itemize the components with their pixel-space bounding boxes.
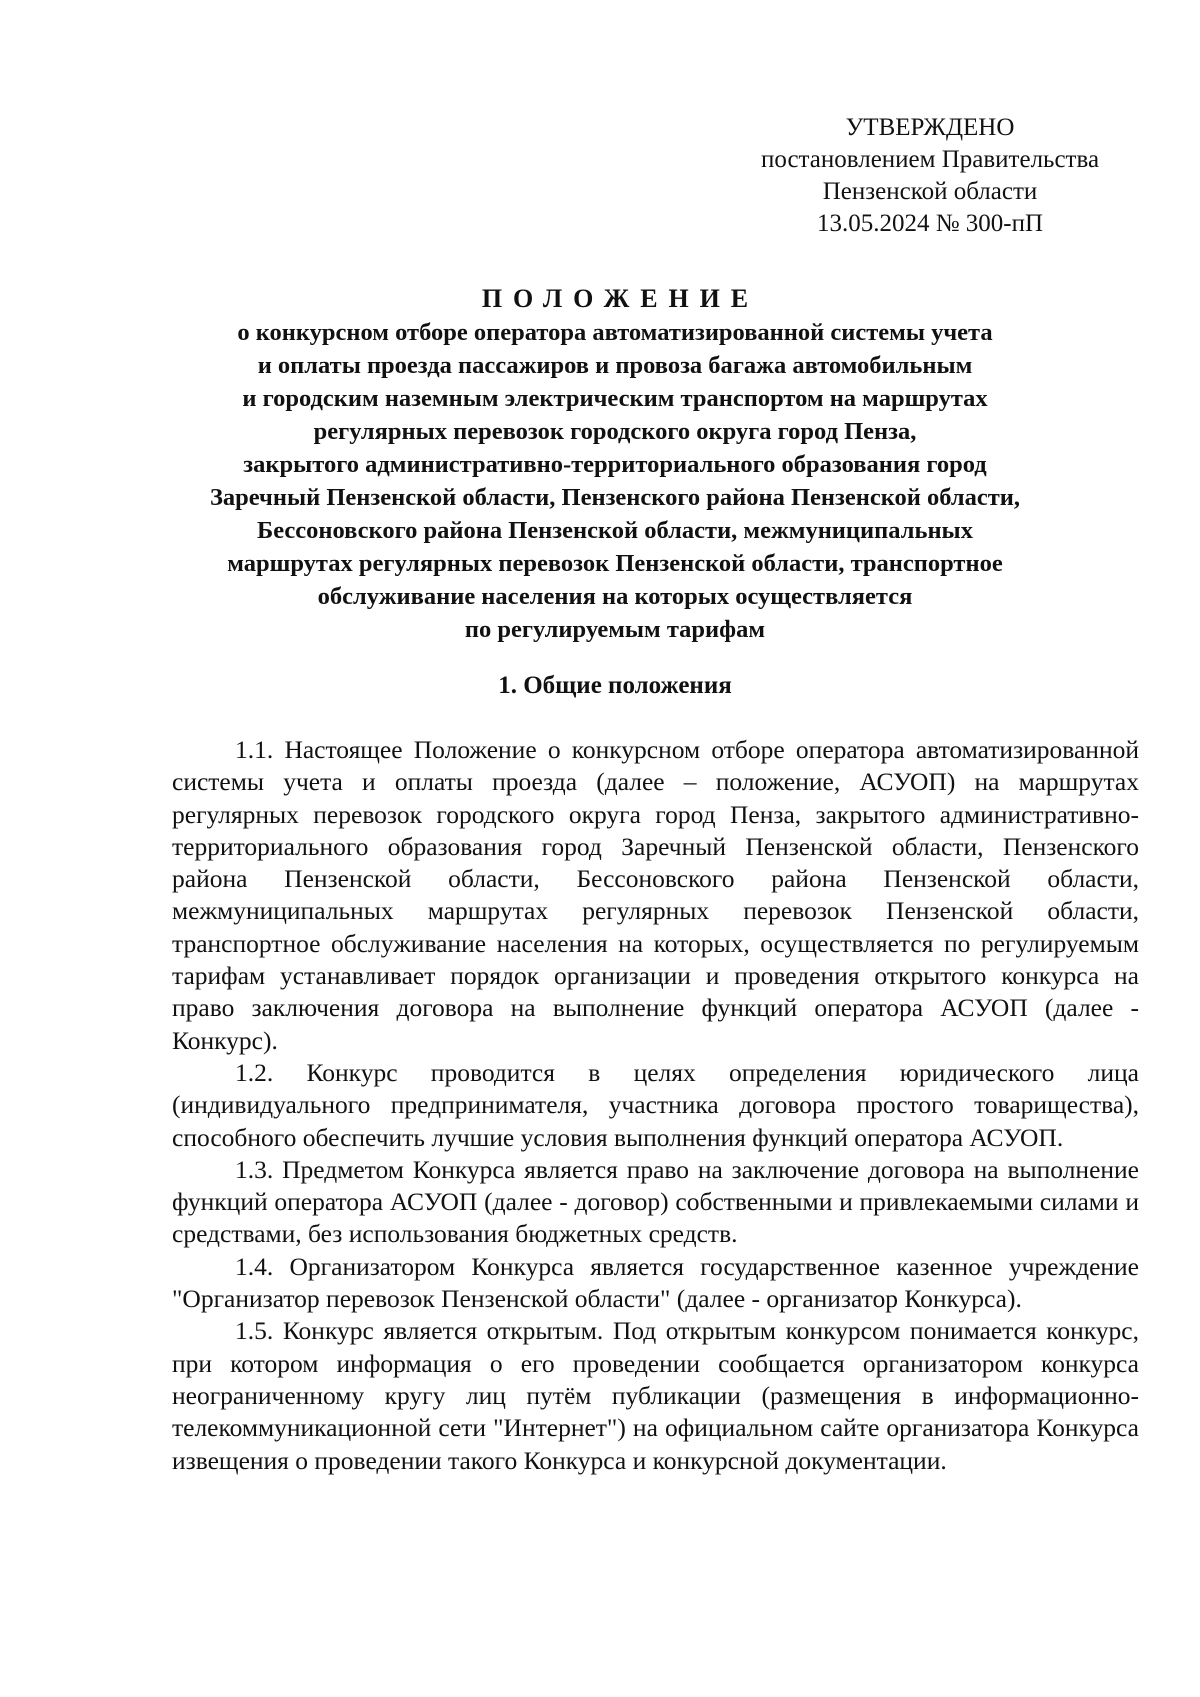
- approval-resolution: постановлением Правительства: [760, 146, 1100, 173]
- section-body: [172, 734, 1139, 1477]
- clause-1-3: 1.3. Предметом Конкурса является право на заключение договора на выполнение функций оператора АСУОП (далее - договор) собственными и привлекаемыми силами и средствами, без использования бюджетных средств.: [172, 1154, 1139, 1249]
- title-line: маршрутах регулярных перевозок Пензенской области, транспортное: [227, 550, 1003, 577]
- title-line: Бессоновского района Пензенской области, межмуниципальных: [257, 517, 973, 544]
- title-heading: ПОЛОЖЕНИЕ: [481, 284, 760, 313]
- clause-1-2: 1.2. Конкурс проводится в целях определения юридического лица (индивидуального предпринимателя, участника договора простого товарищества), способного обеспечить лучшие условия выполнения функций оператора АСУОП.: [172, 1057, 1139, 1152]
- approval-authority: Пензенской области: [822, 178, 1038, 205]
- title-line: Заречный Пензенской области, Пензенского района Пензенской области,: [209, 484, 1021, 511]
- title-line: и оплаты проезда пассажиров и провоза багажа автомобильным: [257, 352, 973, 379]
- title-line: и городским наземным электрическим транспортом на маршрутах: [242, 385, 988, 412]
- title-line: обслуживание населения на которых осуществляется: [317, 583, 913, 610]
- title-line: по регулируемым тарифам: [464, 616, 766, 643]
- approval-stamp: [735, 112, 1125, 240]
- clause-1-1: 1.1. Настоящее Положение о конкурсном отборе оператора автоматизированной системы учета и оплаты проезда (далее – положение, АСУОП) на маршрутах регулярных перевозок городского округа город Пенза, закрытого административно-территориального образования город Заречный Пензенской области, Пензенского района Пензенской области, Бессоновского района Пензенской области, межмуниципальных маршрутах регулярных перевозок Пензенской области, транспортное обслуживание населения на которых, осуществляется по регулируемым тарифам устанавливает порядок организации и проведения открытого конкурса на право заключения договора на выполнение функций оператора АСУОП (далее - Конкурс).: [172, 735, 1139, 1055]
- clause-1-4: 1.4. Организатором Конкурса является государственное казенное учреждение "Организатор перевозок Пензенской области" (далее - организатор Конкурса).: [172, 1251, 1139, 1314]
- approval-date-number: 13.05.2024 № 300-пП: [816, 210, 1044, 237]
- title-line: о конкурсном отборе оператора автоматизированной системы учета: [237, 319, 993, 346]
- clause-1-5: 1.5. Конкурс является открытым. Под открытым конкурсом понимается конкурс, при котором информация о его проведении сообщается организатором конкурса неограниченному кругу лиц путём публикации (размещения в информационно-телекоммуникационной сети "Интернет") на официальном сайте организатора Конкурса извещения о проведении такого Конкурса и конкурсной документации.: [172, 1316, 1139, 1475]
- title-line: регулярных перевозок городского округа город Пенза,: [313, 418, 917, 445]
- approval-title: УТВЕРЖДЕНО: [845, 114, 1015, 141]
- document-title: [150, 282, 1080, 646]
- title-line: закрытого административно-территориального образования город: [243, 451, 987, 478]
- section-heading: 1. Общие положения: [498, 672, 732, 699]
